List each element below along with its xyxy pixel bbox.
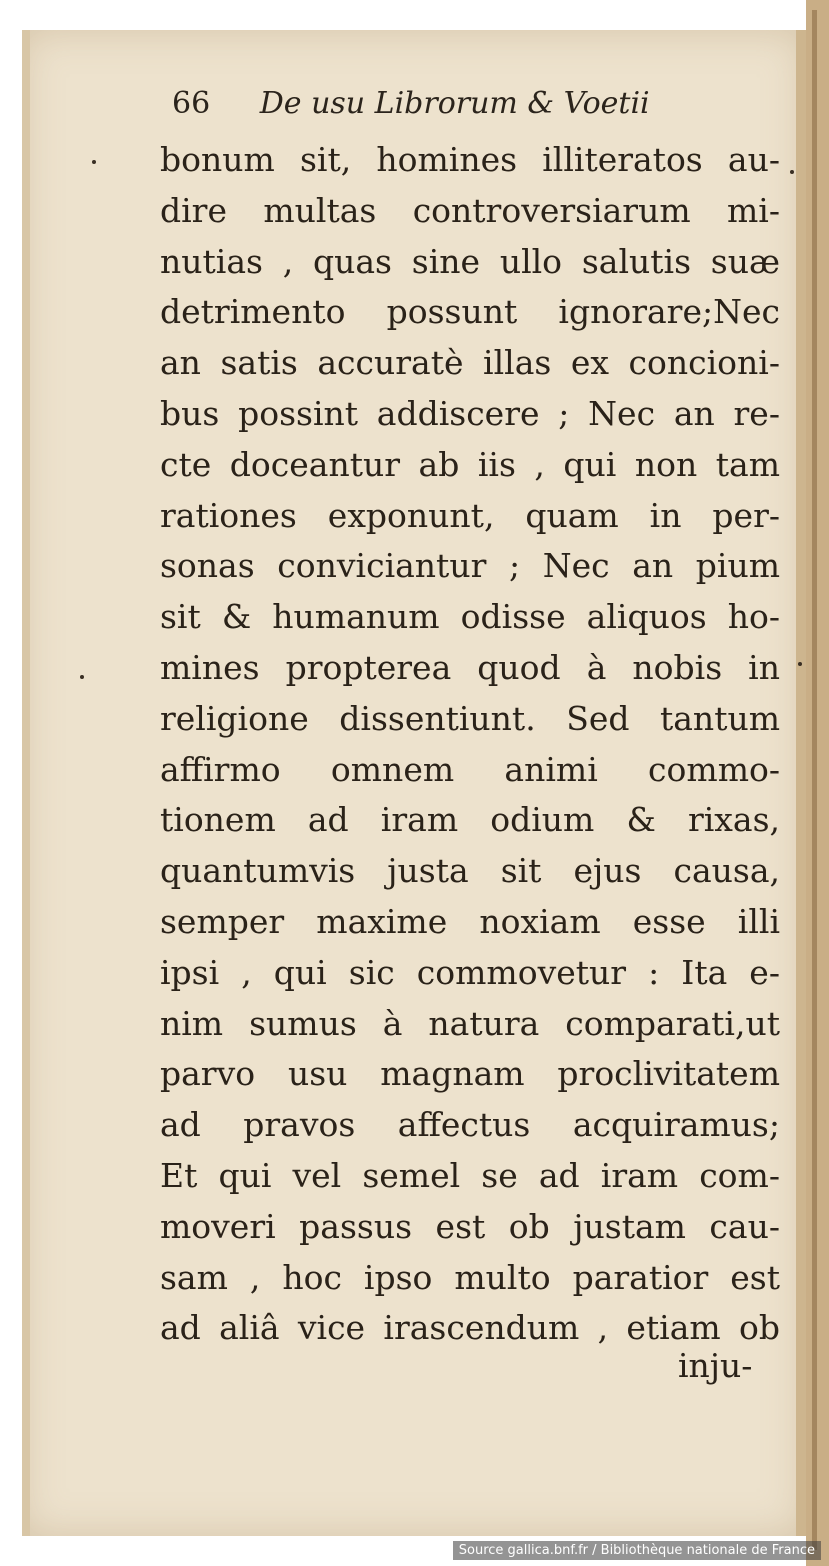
source-attribution: Source gallica.bnf.fr / Bibliothèque nationale de France (453, 1541, 821, 1560)
text-line: sit & humanum odisse aliquos ho- (160, 597, 780, 637)
text-line: cte doceantur ab iis , qui non tam (160, 444, 780, 484)
running-header (172, 86, 650, 121)
page-edge-left (22, 30, 30, 1536)
text-line: moveri passus est ob justam cau- (160, 1206, 780, 1246)
text-line: sam , hoc ipso multo paratior est (160, 1257, 780, 1297)
margin-speck (798, 662, 802, 666)
text-line: an satis accuratè illas ex concioni- (160, 343, 780, 383)
text-line: semper maxime noxiam esse illi (160, 901, 780, 941)
text-line: ad pravos affectus acquiramus; (160, 1105, 780, 1145)
book-binding (806, 0, 829, 1566)
margin-speck (92, 160, 96, 164)
text-line: dire multas controversiarum mi- (160, 190, 780, 230)
text-line: nim sumus à natura comparati,ut (160, 1003, 780, 1043)
text-line: detrimento possunt ignorare;Nec (160, 292, 780, 332)
running-head: De usu Librorum & Voetii (259, 86, 650, 121)
page-number: 66 (172, 86, 211, 121)
text-line: bonum sit, homines illiteratos au- (160, 140, 780, 179)
text-line: tionem ad iram odium & rixas, (160, 800, 780, 840)
text-line: affirmo omnem animi commo- (160, 749, 780, 789)
text-line: Et qui vel semel se ad iram com- (160, 1155, 780, 1195)
book-binding-shadow (812, 10, 817, 1550)
text-line: ipsi , qui sic commovetur : Ita e- (160, 952, 780, 992)
text-line: ad aliâ vice irascendum , etiam ob (160, 1308, 780, 1348)
catchword: inju- (678, 1346, 753, 1385)
text-line: mines propterea quod à nobis in (160, 647, 780, 687)
text-line: nutias , quas sine ullo salutis suæ (160, 241, 780, 281)
text-line: quantumvis justa sit ejus causa, (160, 851, 780, 891)
text-line: bus possint addiscere ; Nec an re- (160, 393, 780, 433)
margin-speck (790, 170, 794, 174)
page-edge-right (796, 30, 806, 1536)
text-line: sonas conviciantur ; Nec an pium (160, 546, 780, 586)
text-line: rationes exponunt, quam in per- (160, 495, 780, 535)
body-text (160, 135, 780, 1354)
margin-speck (80, 675, 84, 679)
text-line: religione dissentiunt. Sed tantum (160, 698, 780, 738)
text-line: parvo usu magnam proclivitatem (160, 1054, 780, 1094)
